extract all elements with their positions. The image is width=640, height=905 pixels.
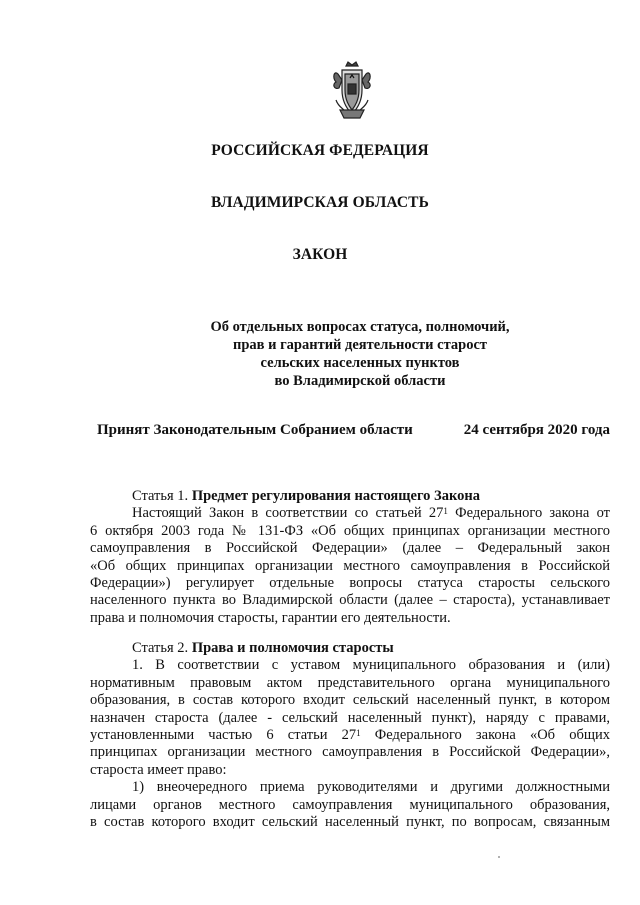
paragraph-line: 6 октября 2003 года № 131-ФЗ «Об общих принципах организации местного xyxy=(90,522,610,539)
document-type-heading: ЗАКОН xyxy=(292,246,348,263)
coat-of-arms-emblem xyxy=(326,60,378,122)
scan-artifact xyxy=(498,856,500,858)
paragraph-line: самоуправления в Российской Федерации» (далее – Федеральный закон xyxy=(90,540,610,557)
paragraph-line: 1. В соответствии с уставом муниципального образования и (или) xyxy=(132,657,610,674)
paragraph-line: установленными частью 6 статьи $27^1$ Федерального закона «Об общих xyxy=(90,727,610,744)
paragraph-line: лицами органов местного самоуправления муниципального образования, xyxy=(90,796,610,813)
paragraph-line: «Об общих принципах организации местного самоуправления в Российской xyxy=(90,557,610,574)
title-line: Об отдельных вопросах статуса, полномочий, xyxy=(210,319,510,335)
title-line: прав и гарантий деятельности старост xyxy=(232,337,488,353)
article-2-heading xyxy=(90,640,610,657)
law-title xyxy=(150,318,570,390)
adoption-line xyxy=(97,422,610,439)
paragraph-line: населенного пункта во Владимирской области (далее – староста), устанавливает xyxy=(90,592,610,609)
adopted-by: Принят Законодательным Собранием области xyxy=(97,422,413,438)
title-line: во Владимирской области xyxy=(274,373,446,389)
country-heading: РОССИЙСКАЯ ФЕДЕРАЦИЯ xyxy=(211,142,429,159)
title-line: сельских населенных пунктов xyxy=(260,355,460,371)
paragraph-line: нормативным правовым актом представительного органа муниципального xyxy=(90,674,610,691)
article-title: Предмет регулирования настоящего Закона xyxy=(191,488,480,504)
region-heading: ВЛАДИМИРСКАЯ ОБЛАСТЬ xyxy=(211,194,429,211)
paragraph-line: образования, в состав которого входит сельский населенный пункт, в котором xyxy=(90,692,610,709)
article-2 xyxy=(90,640,610,831)
paragraph-line: староста имеет право: xyxy=(90,761,227,778)
paragraph-line: Настоящий Закон в соответствии со статьей $27^1$ Федерального закона от xyxy=(132,505,610,522)
superscript: 1 xyxy=(356,728,361,739)
superscript: 1 xyxy=(443,506,448,517)
paragraph-line: 1) внеочередного приема руководителями и другими должностными xyxy=(132,779,610,796)
paragraph-line: права и полномочия старосты, гарантии его деятельности. xyxy=(90,609,451,626)
article-title: Права и полномочия старосты xyxy=(191,640,394,656)
article-label: Статья 2. xyxy=(132,640,189,656)
article-label: Статья 1. xyxy=(132,488,189,504)
article-1-heading xyxy=(90,488,610,505)
article-1 xyxy=(90,488,610,627)
paragraph-line: принципах организации местного самоуправления в Российской Федерации», xyxy=(90,744,610,761)
paragraph-line: в состав которого входит сельский населенный пункт, по вопросам, связанным xyxy=(90,814,610,831)
paragraph-line: Федерации») регулирует отдельные вопросы статуса старосты сельского xyxy=(90,575,610,592)
adoption-date: 24 сентября 2020 года xyxy=(463,422,610,438)
paragraph-line: назначен староста (далее - сельский населенный пункт), наряду с правами, xyxy=(90,709,610,726)
